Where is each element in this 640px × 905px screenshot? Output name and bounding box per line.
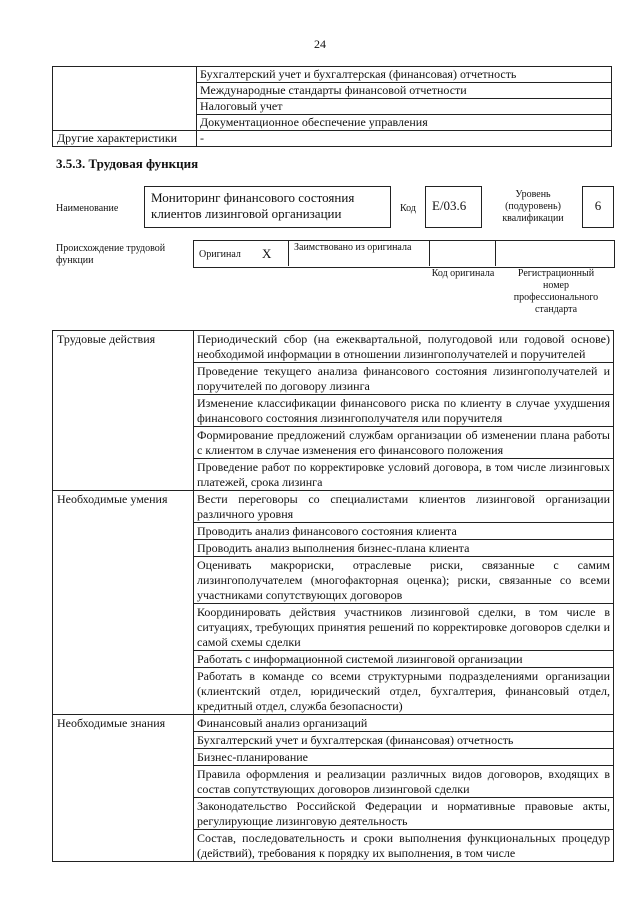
table-cell: Координировать действия участников лизинговой сделки, в том числе в ситуациях, требующих принятия решений по корректировке договоров сделки и самой схемы сделки (194, 604, 614, 651)
table-row (53, 715, 614, 732)
empty-label-cell (53, 67, 197, 131)
origin-label: Происхождение трудовой функции (56, 243, 166, 266)
group-label: Необходимые знания (53, 715, 194, 862)
other-characteristics-value: - (197, 131, 612, 147)
table-cell: Работать в команде со всеми структурными подразделениями организации (клиентский отдел, юридический отдел, бухгалтерия, финансовый отдел, кредитный отдел, служба безопасности) (194, 668, 614, 715)
table-cell: Состав, последовательность и сроки выполнения функциональных процедур (действий), требования к порядку их выполнения, в том числе (194, 830, 614, 862)
divider (495, 240, 496, 266)
registration-number-caption: Регистрационный номер профессионального стандарта (513, 268, 599, 315)
table-cell: Периодический сбор (на ежеквартальной, полугодовой или годовой основе) необходимой информации в отношении лизингополучателей и поручителей (194, 331, 614, 363)
table-cell: Формирование предложений службам организации об изменении плана работы с клиентом в случае изменения его финансового положения (194, 427, 614, 459)
table-cell: Бухгалтерский учет и бухгалтерская (финансовая) отчетность (197, 67, 612, 83)
other-characteristics-label: Другие характеристики (53, 131, 197, 147)
table-row (53, 331, 614, 363)
table-cell: Международные стандарты финансовой отчетности (197, 83, 612, 99)
table-cell: Законодательство Российской Федерации и нормативные правовые акты, регулирующие лизинговую деятельность (194, 798, 614, 830)
group-label: Необходимые умения (53, 491, 194, 715)
table-cell: Вести переговоры со специалистами клиентов лизинговой организации различного уровня (194, 491, 614, 523)
original-label: Оригинал (199, 249, 241, 260)
level-label: Уровень (подуровень) квалификации (502, 189, 564, 224)
table-cell: Проведение работ по корректировке условий договора, в том числе лизинговых платежей, срока лизинга (194, 459, 614, 491)
code-value: E/03.6 (432, 198, 467, 213)
code-original-caption: Код оригинала (431, 268, 495, 279)
borrowed-label: Заимствовано из оригинала (294, 242, 412, 253)
table-cell: Изменение классификации финансового риска по клиенту в случае ухудшения финансового состояния лизингополучателя или поручителя (194, 395, 614, 427)
table-cell: Бизнес-планирование (194, 749, 614, 766)
labor-function-table (52, 330, 614, 862)
table-cell: Оценивать макрориски, отраслевые риски, связанные с самим лизингополучателем (многофакторная оценка); риски, связанные со всеми участниками сопутствующих договоров (194, 557, 614, 604)
section-title: 3.5.3. Трудовая функция (56, 156, 199, 171)
function-name: Мониторинг финансового состояния клиентов лизинговой организации (151, 190, 355, 221)
name-value-box (144, 186, 391, 228)
table-cell: Проводить анализ выполнения бизнес-плана клиента (194, 540, 614, 557)
table-cell: Налоговый учет (197, 99, 612, 115)
table-cell: Бухгалтерский учет и бухгалтерская (финансовая) отчетность (194, 732, 614, 749)
divider (288, 240, 289, 266)
table-row (53, 131, 612, 147)
table-cell: Документационное обеспечение управления (197, 115, 612, 131)
page-number: 24 (314, 37, 326, 51)
level-value: 6 (594, 198, 602, 213)
name-label: Наименование (56, 203, 119, 214)
level-value-box (582, 186, 614, 228)
table-cell: Финансовый анализ организаций (194, 715, 614, 732)
table-row (53, 67, 612, 83)
previous-function-table (52, 66, 612, 147)
table-cell: Проведение текущего анализа финансового состояния лизингополучателей и поручителей по договору лизинга (194, 363, 614, 395)
group-label: Трудовые действия (53, 331, 194, 491)
table-cell: Правила оформления и реализации различных видов договоров, входящих в состав сопутствующих договоров лизинговой сделки (194, 766, 614, 798)
code-label: Код (400, 203, 416, 214)
table-cell: Работать с информационной системой лизинговой организации (194, 651, 614, 668)
table-cell: Проводить анализ финансового состояния клиента (194, 523, 614, 540)
divider (429, 240, 430, 266)
original-mark: X (262, 246, 272, 261)
code-value-box (425, 186, 482, 228)
table-row (53, 491, 614, 523)
